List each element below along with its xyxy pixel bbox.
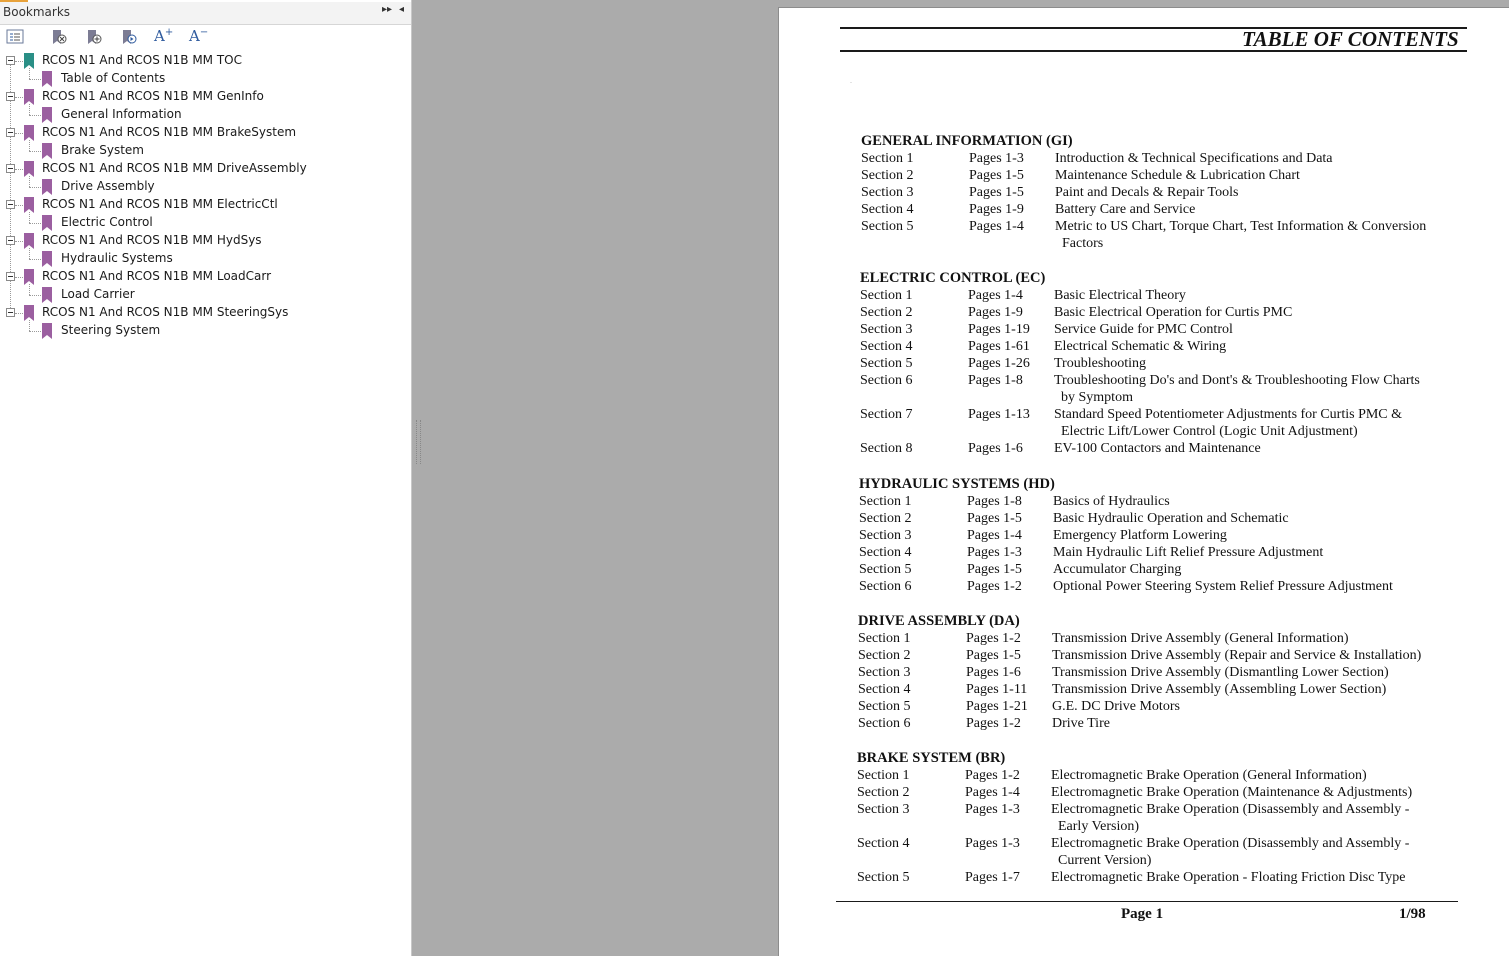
toc-description-continued: Current Version)	[1058, 853, 1152, 868]
increase-font-label: A	[154, 27, 165, 45]
tree-connector	[15, 313, 23, 314]
tree-connector	[15, 97, 23, 98]
document-page	[778, 7, 1509, 956]
bookmarks-panel	[0, 0, 412, 956]
decrease-font-icon[interactable]	[189, 27, 208, 45]
bookmark-item-label: General Information	[61, 107, 182, 121]
section-heading: HYDRAULIC SYSTEMS (HD)	[859, 476, 1055, 492]
toc-page-range: Pages 1-5	[967, 511, 1022, 526]
tree-connector	[15, 277, 23, 278]
panel-splitter-handle[interactable]	[416, 420, 421, 464]
toc-page-range: Pages 1-5	[967, 562, 1022, 577]
toc-section-number: Section 1	[861, 151, 914, 166]
toc-description-continued: Factors	[1062, 236, 1104, 251]
toc-page-range: Pages 1-4	[969, 219, 1024, 234]
toc-page-range: Pages 1-7	[965, 870, 1020, 885]
toc-page-range: Pages 1-6	[966, 665, 1021, 680]
bookmark-item[interactable]	[0, 178, 400, 196]
tree-connector	[29, 140, 30, 151]
footer-page-label: Page 1	[1121, 906, 1164, 922]
bookmark-group-label: RCOS N1 And RCOS N1B MM TOC	[42, 53, 242, 67]
toc-section-number: Section 6	[859, 579, 912, 594]
bookmark-icon	[24, 125, 34, 141]
bookmark-group-label: RCOS N1 And RCOS N1B MM GenInfo	[42, 89, 264, 103]
toc-section-number: Section 7	[860, 407, 913, 422]
tree-connector	[15, 133, 23, 134]
collapse-toggle-icon[interactable]	[6, 236, 15, 245]
toc-description: Emergency Platform Lowering	[1053, 528, 1227, 543]
bookmark-item[interactable]	[0, 214, 400, 232]
bookmark-group-label: RCOS N1 And RCOS N1B MM DriveAssembly	[42, 161, 307, 175]
toc-description: Electromagnetic Brake Operation (General Information)	[1051, 768, 1367, 783]
section-heading: GENERAL INFORMATION (GI)	[861, 133, 1073, 149]
toc-page-range: Pages 1-2	[966, 716, 1021, 731]
tree-connector	[15, 205, 23, 206]
bookmark-group-label: RCOS N1 And RCOS N1B MM LoadCarr	[42, 269, 272, 283]
toc-section-number: Section 5	[858, 699, 911, 714]
toc-description: Transmission Drive Assembly (General Information)	[1052, 631, 1349, 646]
tree-connector	[29, 320, 30, 331]
toc-description: Electromagnetic Brake Operation - Floating Friction Disc Type	[1051, 870, 1406, 885]
tree-connector	[29, 284, 30, 295]
toc-page-range: Pages 1-8	[967, 494, 1022, 509]
bookmark-item[interactable]	[0, 286, 400, 304]
increase-font-icon[interactable]	[154, 27, 173, 45]
toc-section-number: Section 3	[857, 802, 910, 817]
toc-section-number: Section 4	[859, 545, 912, 560]
toc-page-range: Pages 1-4	[967, 528, 1022, 543]
toc-page-range: Pages 1-2	[966, 631, 1021, 646]
toc-page-range: Pages 1-19	[968, 322, 1030, 337]
toc-description: Basic Hydraulic Operation and Schematic	[1053, 511, 1289, 526]
footer-rule	[836, 901, 1458, 902]
bookmark-group[interactable]	[0, 232, 400, 250]
toc-section-number: Section 5	[860, 356, 913, 371]
tree-connector	[29, 223, 41, 224]
toc-section-number: Section 5	[859, 562, 912, 577]
collapse-toggle-icon[interactable]	[6, 272, 15, 281]
toc-description: Accumulator Charging	[1053, 562, 1182, 577]
toc-description: Service Guide for PMC Control	[1054, 322, 1233, 337]
tree-connector	[29, 115, 41, 116]
toc-description: Troubleshooting	[1054, 356, 1147, 371]
toc-page-range: Pages 1-4	[968, 288, 1023, 303]
toc-page-range: Pages 1-11	[966, 682, 1028, 697]
collapse-toggle-icon[interactable]	[6, 164, 15, 173]
section-heading: BRAKE SYSTEM (BR)	[857, 750, 1006, 766]
toc-description: Battery Care and Service	[1055, 202, 1196, 217]
toc-section-number: Section 3	[861, 185, 914, 200]
toc-section-number: Section 1	[857, 768, 910, 783]
document-title: TABLE OF CONTENTS	[1242, 27, 1459, 51]
tree-connector	[29, 212, 30, 223]
toc-page-range: Pages 1-5	[969, 185, 1024, 200]
toc-description-continued: Electric Lift/Lower Control (Logic Unit Adjustment)	[1061, 424, 1358, 439]
toc-page-range: Pages 1-8	[968, 373, 1023, 388]
bookmark-item-label: Steering System	[61, 323, 161, 337]
toc-page-range: Pages 1-9	[968, 305, 1023, 320]
bookmark-item[interactable]	[0, 142, 400, 160]
toc-description-continued: Early Version)	[1058, 819, 1139, 834]
bookmark-icon	[42, 323, 52, 339]
delete-bookmark-icon[interactable]	[50, 29, 70, 47]
collapse-toggle-icon[interactable]	[6, 92, 15, 101]
bookmark-item-label: Load Carrier	[61, 287, 135, 301]
toc-description: Transmission Drive Assembly (Repair and Service & Installation)	[1052, 648, 1422, 663]
tree-connector	[29, 79, 41, 80]
collapse-toggle-icon[interactable]	[6, 200, 15, 209]
add-bookmark-icon[interactable]	[85, 29, 105, 47]
tree-connector	[15, 61, 23, 62]
bookmark-group[interactable]	[0, 196, 400, 214]
bookmark-group-label: RCOS N1 And RCOS N1B MM HydSys	[42, 233, 262, 247]
bookmark-icon	[24, 53, 34, 69]
bookmark-item[interactable]	[0, 250, 400, 268]
bookmark-icon	[24, 269, 34, 285]
bookmark-group[interactable]	[0, 160, 400, 178]
toc-page-range: Pages 1-3	[965, 836, 1020, 851]
toc-section-number: Section 3	[858, 665, 911, 680]
toc-page-range: Pages 1-4	[965, 785, 1020, 800]
bookmark-icon	[24, 233, 34, 249]
tree-connector	[29, 68, 30, 79]
bookmark-group[interactable]	[0, 304, 400, 322]
tree-connector	[29, 295, 41, 296]
toc-description: G.E. DC Drive Motors	[1052, 699, 1180, 714]
bookmark-group[interactable]	[0, 88, 400, 106]
toc-section-number: Section 8	[860, 441, 913, 456]
toc-description-continued: by Symptom	[1061, 390, 1133, 405]
expand-all-icon[interactable]	[6, 29, 26, 47]
toc-section-number: Section 2	[858, 648, 911, 663]
section-heading: DRIVE ASSEMBLY (DA)	[858, 613, 1020, 629]
toc-page-range: Pages 1-3	[969, 151, 1024, 166]
toc-page-range: Pages 1-3	[965, 802, 1020, 817]
toc-section-number: Section 6	[860, 373, 913, 388]
scan-speck: .	[850, 76, 852, 85]
toc-description: Electromagnetic Brake Operation (Maintenance & Adjustments)	[1051, 785, 1413, 800]
bookmark-icon	[42, 215, 52, 231]
toc-page-range: Pages 1-6	[968, 441, 1023, 456]
bookmark-icon	[42, 143, 52, 159]
section-heading: ELECTRIC CONTROL (EC)	[860, 270, 1046, 286]
toc-section-number: Section 5	[857, 870, 910, 885]
toc-section-number: Section 2	[857, 785, 910, 800]
tree-connector	[29, 259, 41, 260]
collapse-toggle-icon[interactable]	[6, 56, 15, 65]
toc-section-number: Section 2	[860, 305, 913, 320]
bookmark-item-label: Drive Assembly	[61, 179, 155, 193]
tree-connector	[29, 248, 30, 259]
bookmark-icon	[42, 179, 52, 195]
increase-font-sup: +	[164, 27, 174, 38]
toc-description: Basics of Hydraulics	[1053, 494, 1170, 509]
toc-description: Main Hydraulic Lift Relief Pressure Adjustment	[1053, 545, 1324, 560]
bookmark-icon	[42, 251, 52, 267]
tree-connector	[15, 169, 23, 170]
toc-description: EV-100 Contactors and Maintenance	[1054, 441, 1261, 456]
bookmark-group-label: RCOS N1 And RCOS N1B MM ElectricCtl	[42, 197, 278, 211]
bookmark-item[interactable]	[0, 106, 400, 124]
toc-section-number: Section 4	[861, 202, 914, 217]
toc-section-number: Section 4	[860, 339, 913, 354]
tree-connector	[15, 241, 23, 242]
toc-section-number: Section 1	[859, 494, 912, 509]
toc-page-range: Pages 1-5	[969, 168, 1024, 183]
bookmark-item[interactable]	[0, 322, 400, 340]
toc-page-range: Pages 1-5	[966, 648, 1021, 663]
toc-description: Transmission Drive Assembly (Dismantling Lower Section)	[1052, 665, 1389, 680]
toc-description: Transmission Drive Assembly (Assembling Lower Section)	[1052, 682, 1387, 697]
bookmark-icon	[24, 89, 34, 105]
toc-page-range: Pages 1-9	[969, 202, 1024, 217]
toc-section-number: Section 4	[857, 836, 910, 851]
toc-description: Troubleshooting Do's and Dont's & Troubleshooting Flow Charts	[1054, 373, 1420, 388]
toc-description: Paint and Decals & Repair Tools	[1055, 185, 1239, 200]
toc-description: Basic Electrical Operation for Curtis PMC	[1054, 305, 1293, 320]
toc-description: Standard Speed Potentiometer Adjustments for Curtis PMC &	[1054, 407, 1403, 422]
close-panel-icon[interactable]: ◂	[399, 4, 405, 15]
bookmark-item-label: Brake System	[61, 143, 144, 157]
tree-connector	[29, 187, 41, 188]
toc-description: Optional Power Steering System Relief Pressure Adjustment	[1053, 579, 1393, 594]
collapse-toggle-icon[interactable]	[6, 128, 15, 137]
panel-title: Bookmarks	[3, 5, 71, 19]
toc-section-number: Section 6	[858, 716, 911, 731]
toc-section-number: Section 3	[860, 322, 913, 337]
bookmark-group[interactable]	[0, 52, 400, 70]
collapse-toggle-icon[interactable]	[6, 308, 15, 317]
toc-section-number: Section 4	[858, 682, 911, 697]
toc-page-range: Pages 1-21	[966, 699, 1028, 714]
toc-page-range: Pages 1-2	[967, 579, 1022, 594]
bookmark-icon	[24, 161, 34, 177]
toc-section-number: Section 3	[859, 528, 912, 543]
collapse-panel-icon[interactable]: ▸▸	[382, 4, 393, 15]
toc-description: Electrical Schematic & Wiring	[1054, 339, 1227, 354]
toc-description: Electromagnetic Brake Operation (Disassembly and Assembly -	[1051, 836, 1410, 851]
bookmark-item-label: Electric Control	[61, 215, 153, 229]
footer-page-count: 1/98	[1399, 906, 1426, 922]
toc-page-range: Pages 1-13	[968, 407, 1030, 422]
bookmark-icon	[42, 107, 52, 123]
decrease-font-label: A	[189, 27, 200, 45]
bookmark-item[interactable]	[0, 70, 400, 88]
bookmark-icon	[42, 287, 52, 303]
tree-connector	[29, 151, 41, 152]
bookmarks-toolbar	[0, 25, 411, 51]
bookmark-group[interactable]	[0, 124, 400, 142]
toc-description: Maintenance Schedule & Lubrication Chart	[1055, 168, 1300, 183]
bookmark-item-label: Hydraulic Systems	[61, 251, 173, 265]
goto-bookmark-icon[interactable]	[120, 29, 140, 47]
toc-section-number: Section 1	[860, 288, 913, 303]
toc-description: Basic Electrical Theory	[1054, 288, 1186, 303]
tree-connector	[29, 176, 30, 187]
bookmark-group-label: RCOS N1 And RCOS N1B MM BrakeSystem	[42, 125, 297, 139]
toc-page-range: Pages 1-26	[968, 356, 1030, 371]
toc-section-number: Section 2	[861, 168, 914, 183]
decrease-font-sup: −	[199, 27, 209, 38]
toc-section-number: Section 2	[859, 511, 912, 526]
toc-page-range: Pages 1-3	[967, 545, 1022, 560]
toc-description: Drive Tire	[1052, 716, 1110, 731]
bookmark-icon	[24, 197, 34, 213]
panel-header	[0, 2, 411, 25]
bookmark-item-label: Table of Contents	[61, 71, 166, 85]
bookmark-icon	[24, 305, 34, 321]
toc-section-number: Section 1	[858, 631, 911, 646]
toc-page-range: Pages 1-2	[965, 768, 1020, 783]
toc-description: Metric to US Chart, Torque Chart, Test Information & Conversion	[1055, 219, 1427, 234]
toc-page-range: Pages 1-61	[968, 339, 1030, 354]
tree-connector	[29, 104, 30, 115]
toc-description: Electromagnetic Brake Operation (Disassembly and Assembly -	[1051, 802, 1410, 817]
bookmark-group-label: RCOS N1 And RCOS N1B MM SteeringSys	[42, 305, 289, 319]
tree-connector	[29, 331, 41, 332]
bookmark-group[interactable]	[0, 268, 400, 286]
bookmark-icon	[42, 71, 52, 87]
toc-section-number: Section 5	[861, 219, 914, 234]
toc-description: Introduction & Technical Specifications and Data	[1055, 151, 1333, 166]
